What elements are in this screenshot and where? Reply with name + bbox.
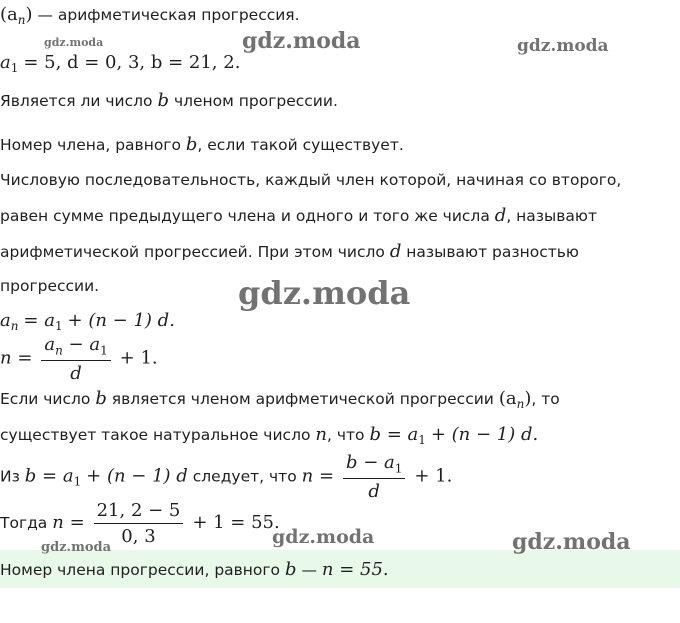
progression-text: — арифметическая прогрессия. — [37, 6, 300, 24]
f1-lhs-sub: n — [10, 319, 19, 334]
a1-sub: 1 — [10, 61, 19, 76]
r1-mid: является членом арифметической прогрессии — [111, 390, 494, 408]
answer-line — [0, 559, 389, 580]
r2-var: n — [315, 424, 327, 445]
seq-open: (a — [0, 4, 18, 25]
watermark-1: gdz.moda — [242, 28, 361, 54]
q1-after: членом прогрессии. — [173, 92, 338, 110]
r2-before: существует такое натуральное число — [0, 426, 311, 444]
q2-after: , если такой существует. — [197, 136, 404, 154]
definition-line-1: Числовую последовательность, каждый член которой, начиная со второго, — [0, 171, 622, 189]
comp-den: 0, 3 — [121, 526, 156, 547]
f2-num-sub2: 1 — [100, 343, 108, 358]
def3-var: d — [389, 241, 402, 262]
def2-var: d — [494, 205, 507, 226]
given-rest: = 5, d = 0, 3, b = 21, 2. — [23, 52, 241, 73]
f2-num-sub: n — [55, 343, 63, 358]
given-progression — [0, 4, 300, 27]
f1-rest: + (n − 1) d. — [67, 310, 175, 331]
f2-num-mid: − a — [68, 334, 101, 355]
r3-before: Из — [0, 467, 20, 486]
definition-line-4: прогрессии. — [0, 277, 100, 295]
r3-den: d — [368, 480, 380, 502]
watermark-4: gdz.moda — [512, 529, 631, 555]
comp-tail: + 1 = 55. — [192, 512, 280, 533]
seq-close: ) — [25, 4, 33, 25]
def3-before: арифметической прогрессией. При этом число — [0, 243, 385, 261]
answer-result: n = 55. — [321, 559, 389, 580]
def2-after: , называют — [506, 207, 597, 225]
f2-num: a — [44, 334, 56, 355]
watermark-small-1: gdz.moda — [44, 36, 104, 49]
definition-line-3 — [0, 241, 579, 262]
a1-var: a — [0, 52, 11, 73]
r1-seq-sub: n — [516, 397, 525, 412]
r1-seq-close: ) — [524, 388, 532, 409]
watermark-3: gdz.moda — [272, 526, 375, 548]
r3-formula: b = a — [24, 465, 74, 487]
comp-before: Тогда — [0, 514, 48, 532]
r1-before: Если число — [0, 390, 91, 408]
r2-tail: + (n − 1) d. — [430, 424, 539, 445]
f1-lhs: a — [0, 310, 11, 331]
r3-tail: + (n − 1) d — [86, 465, 188, 487]
def3-after: называют разностью — [406, 243, 579, 261]
r1-after: , то — [531, 390, 560, 408]
comp-num: 21, 2 − 5 — [94, 500, 184, 524]
f2-lhs: n = — [0, 347, 33, 369]
f2-fraction — [41, 334, 110, 384]
r2-mid: , что — [327, 426, 365, 444]
definition-line-2 — [0, 205, 597, 226]
q2-var: b — [185, 134, 198, 155]
r1-var: b — [95, 388, 107, 409]
answer-before: Номер члена прогрессии, равного — [0, 561, 281, 579]
comp-n: n = — [52, 512, 85, 533]
f2-tail: + 1. — [119, 347, 158, 369]
question-2 — [0, 134, 404, 155]
formula-n — [0, 334, 158, 384]
r2-sub: 1 — [418, 433, 426, 448]
r1-seq: (a — [498, 388, 517, 409]
r3-n: n = — [301, 465, 335, 487]
reasoning-line-1 — [0, 388, 560, 411]
q2-before: Номер члена, равного — [0, 136, 181, 154]
r3-num-sub: 1 — [394, 461, 403, 476]
formula-general-term — [0, 310, 175, 333]
q1-var: b — [157, 90, 169, 111]
given-values — [0, 52, 240, 75]
r3-end: + 1. — [414, 465, 453, 487]
r3-fraction — [343, 452, 405, 502]
f2-den: d — [70, 362, 82, 384]
answer-var: b — [284, 559, 297, 580]
r3-sub: 1 — [73, 474, 82, 489]
f1-rhs: = a — [23, 310, 55, 331]
def2-before: равен сумме предыдущего члена и одного и того же числа — [0, 207, 490, 225]
seq-sub: n — [17, 13, 26, 28]
q1-before: Является ли число — [0, 92, 153, 110]
reasoning-line-2 — [0, 424, 538, 447]
reasoning-line-3 — [0, 452, 452, 502]
f1-rhs-sub: 1 — [54, 319, 63, 334]
watermark-small-2: gdz.moda — [41, 540, 112, 555]
watermark-2: gdz.moda — [517, 36, 609, 56]
r3-mid: следует, что — [192, 467, 297, 486]
question-1 — [0, 90, 338, 111]
r2-formula: b = a — [369, 424, 419, 445]
r3-num: b − a — [345, 452, 395, 473]
answer-dash: — — [301, 561, 317, 579]
watermark-large: gdz.moda — [238, 274, 411, 312]
